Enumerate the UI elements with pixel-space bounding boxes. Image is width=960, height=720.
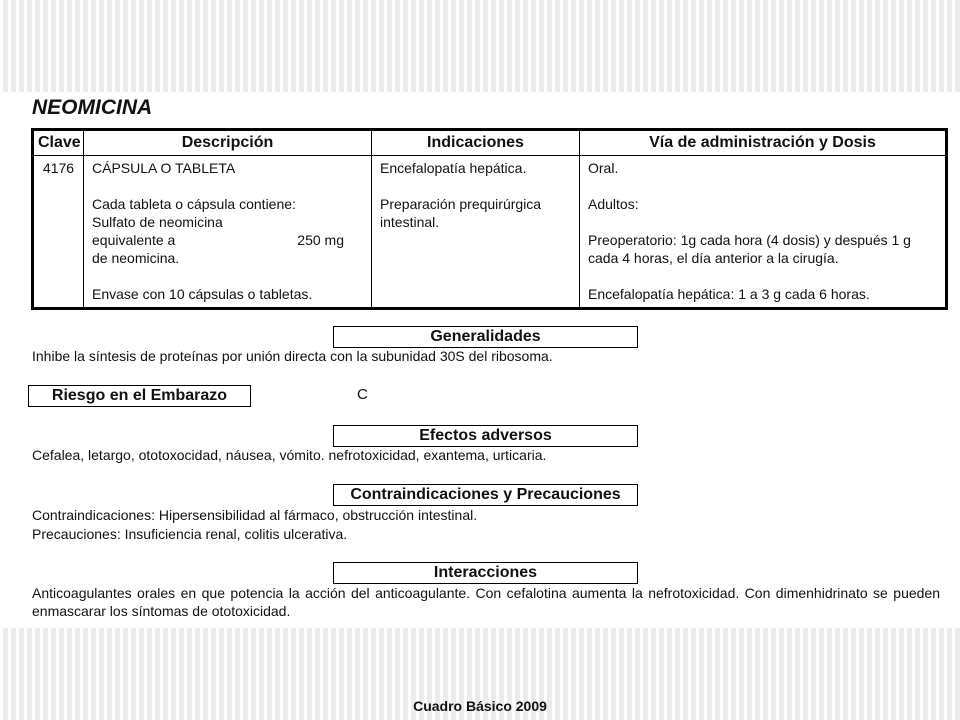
precauciones-text: Precauciones: Insuficiencia renal, colitis ulcerativa.: [32, 526, 348, 542]
descripcion-active: Sulfato de neomicina: [92, 214, 223, 230]
interacciones-heading: Interacciones: [333, 562, 638, 584]
cell-indicaciones: [372, 156, 580, 309]
header-descripcion: Descripción: [84, 130, 372, 156]
indicacion-2b: intestinal.: [380, 214, 440, 230]
indicacion-1: Encefalopatía hepática.: [380, 160, 527, 176]
contraindicaciones-heading: Contraindicaciones y Precauciones: [333, 484, 638, 506]
equivalence-label: equivalente a: [92, 232, 176, 248]
cell-descripcion: [84, 156, 372, 309]
generalidades-text: Inhibe la síntesis de proteínas por unión directa con la subunidad 30S del ribosoma.: [32, 348, 553, 364]
header-clave: Clave: [33, 130, 84, 156]
efectos-text: Cefalea, letargo, ototoxocidad, náusea, vómito. nefrotoxicidad, exantema, urticaria.: [32, 447, 547, 463]
drug-table: [31, 128, 948, 310]
equivalence-value: 250 mg: [297, 232, 344, 248]
interacciones-text: Anticoagulantes orales en que potencia la acción del anticoagulante. Con cefalotina aumenta la nefrotoxicidad. Con dimenhidrinato se pueden enmascarar los síntomas de ototoxicidad.: [32, 585, 940, 619]
descripcion-of: de neomicina.: [92, 250, 180, 266]
footer-label: Cuadro Básico 2009: [413, 698, 547, 714]
indicacion-2: Preparación prequirúrgica: [380, 196, 542, 212]
drug-title: NEOMICINA: [32, 96, 153, 119]
cell-clave: 4176: [33, 156, 84, 309]
contraindicaciones-text: Contraindicaciones: Hipersensibilidad al fármaco, obstrucción intestinal.: [32, 507, 478, 523]
via-encefalopatia: Encefalopatía hepática: 1 a 3 g cada 6 horas.: [588, 286, 870, 302]
via-route: Oral.: [588, 160, 619, 176]
via-adultos: Adultos:: [588, 196, 639, 212]
riesgo-value: C: [357, 386, 368, 403]
header-indicaciones: Indicaciones: [372, 130, 580, 156]
slide-background-top: [0, 0, 960, 92]
table-row: [33, 156, 947, 309]
via-preop-1: Preoperatorio: 1g cada hora (4 dosis) y después 1 g: [588, 232, 911, 248]
efectos-heading: Efectos adversos: [333, 425, 638, 447]
via-preop-2: cada 4 horas, el día anterior a la cirugía.: [588, 250, 839, 266]
descripcion-content: Cada tableta o cápsula contiene:: [92, 196, 296, 212]
riesgo-heading: Riesgo en el Embarazo: [28, 385, 251, 407]
descripcion-package: Envase con 10 cápsulas o tabletas.: [92, 286, 313, 302]
cell-via-dosis: [580, 156, 947, 309]
table-header-row: [33, 130, 947, 156]
descripcion-form: CÁPSULA O TABLETA: [92, 160, 236, 176]
header-via-dosis: Vía de administración y Dosis: [580, 130, 947, 156]
generalidades-heading: Generalidades: [333, 326, 638, 348]
descripcion-equivalence: [92, 231, 344, 249]
